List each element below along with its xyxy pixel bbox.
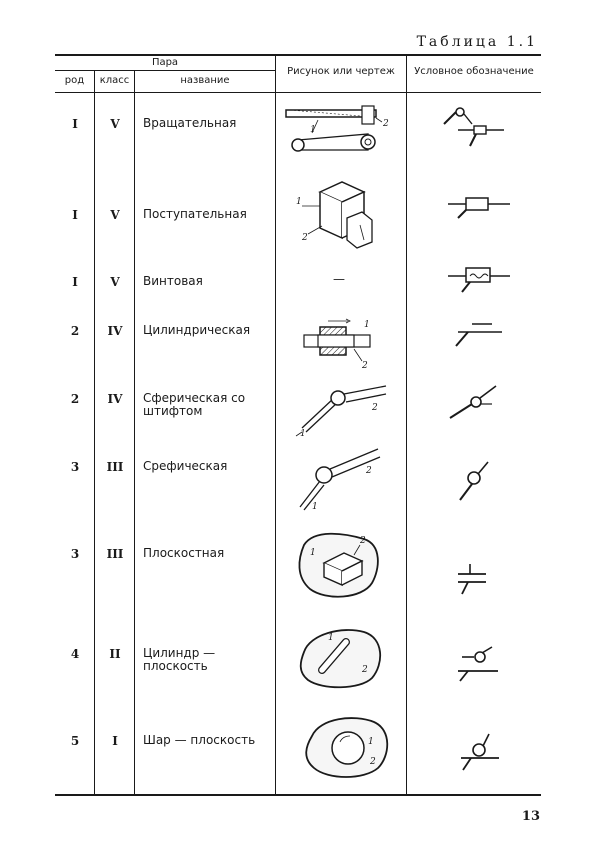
row-7-label-2: 2 — [360, 536, 366, 546]
row-7-rod: 3 — [70, 547, 80, 561]
row-1-name: Вращательная — [143, 116, 237, 130]
row-4-klass: IV — [107, 324, 123, 338]
row-7-klass: III — [106, 547, 124, 561]
row-8-name: Цилиндр — плоскость — [143, 646, 216, 673]
planar-joint-symbol — [450, 560, 494, 600]
row-6-name: Срефическая — [143, 459, 228, 473]
row-2-label-2: 2 — [302, 233, 308, 243]
row-9-rod: 5 — [70, 734, 80, 748]
row-8-rod: 4 — [70, 647, 80, 661]
row-5-klass: IV — [107, 392, 123, 406]
row-5-label-2: 2 — [372, 403, 378, 413]
row-8-label-1: 1 — [328, 633, 334, 643]
prismatic-joint-drawing — [292, 170, 382, 255]
prismatic-joint-symbol — [440, 190, 514, 220]
cylinder-plane-joint-drawing — [292, 622, 388, 692]
spherical-pin-joint-drawing — [292, 380, 392, 438]
row-5-rod: 2 — [70, 392, 80, 406]
col-divider-rod — [94, 70, 95, 794]
table-top-rule — [55, 54, 541, 56]
row-3-rod: I — [72, 275, 78, 289]
row-2-name: Поступательная — [143, 207, 247, 221]
revolute-joint-symbol — [438, 104, 508, 150]
row-3-figure-dash: — — [333, 272, 345, 286]
row-3-name: Винтовая — [143, 274, 203, 288]
row-1-label-2: 2 — [383, 119, 389, 129]
header-figure: Рисунок или чертеж — [287, 66, 395, 77]
row-4-label-1: 1 — [364, 320, 370, 330]
table-caption: Таблица 1.1 — [416, 34, 538, 50]
row-7-name: Плоскостная — [143, 546, 225, 560]
planar-joint-drawing — [294, 525, 386, 605]
row-7-label-1: 1 — [310, 548, 316, 558]
row-4-name: Цилиндрическая — [143, 323, 251, 337]
spherical-joint-symbol — [452, 458, 496, 504]
cylinder-plane-joint-symbol — [452, 645, 504, 685]
row-6-label-2: 2 — [366, 466, 372, 476]
header-klass: класс — [99, 75, 130, 86]
row-1-rod: I — [72, 117, 78, 131]
header-rod: род — [64, 75, 85, 86]
ball-plane-joint-symbol — [455, 730, 505, 774]
col-divider-figure — [406, 55, 407, 794]
row-8-label-2: 2 — [362, 665, 368, 675]
row-8-klass: II — [109, 647, 121, 661]
row-5-name: Сферическая со штифтом — [143, 391, 246, 418]
row-9-name: Шар — плоскость — [143, 733, 256, 747]
header-pair: Пара — [151, 57, 179, 68]
row-2-klass: V — [110, 208, 120, 222]
header-bottom-rule — [55, 92, 541, 93]
spherical-joint-drawing — [290, 445, 390, 515]
row-4-label-2: 2 — [362, 361, 368, 370]
row-6-klass: III — [106, 460, 124, 474]
row-1-klass: V — [110, 117, 120, 131]
row-3-klass: V — [110, 275, 120, 289]
cylindrical-joint-symbol — [448, 318, 508, 352]
screw-joint-symbol — [440, 262, 514, 296]
row-9-klass: I — [112, 734, 118, 748]
row-6-label-1: 1 — [312, 502, 318, 512]
header-name: название — [180, 75, 230, 86]
table-bottom-rule — [55, 794, 541, 796]
row-1-label-1: 1 — [310, 125, 316, 135]
row-6-rod: 3 — [70, 460, 80, 474]
header-symbol: Условное обозначение — [414, 66, 534, 77]
row-4-rod: 2 — [70, 324, 80, 338]
row-5-label-1: 1 — [300, 429, 306, 438]
page-number: 13 — [521, 809, 540, 824]
col-divider-klass — [134, 70, 135, 794]
cylindrical-joint-drawing — [298, 315, 378, 370]
spherical-pin-joint-symbol — [446, 382, 506, 422]
row-2-rod: I — [72, 208, 78, 222]
revolute-joint-drawing — [282, 100, 394, 160]
row-9-label-1: 1 — [368, 737, 374, 747]
col-divider-name — [275, 55, 276, 794]
ball-plane-joint-drawing — [298, 710, 394, 780]
row-2-label-1: 1 — [296, 197, 302, 207]
header-mid-rule — [55, 70, 275, 71]
row-9-label-2: 2 — [370, 757, 376, 767]
